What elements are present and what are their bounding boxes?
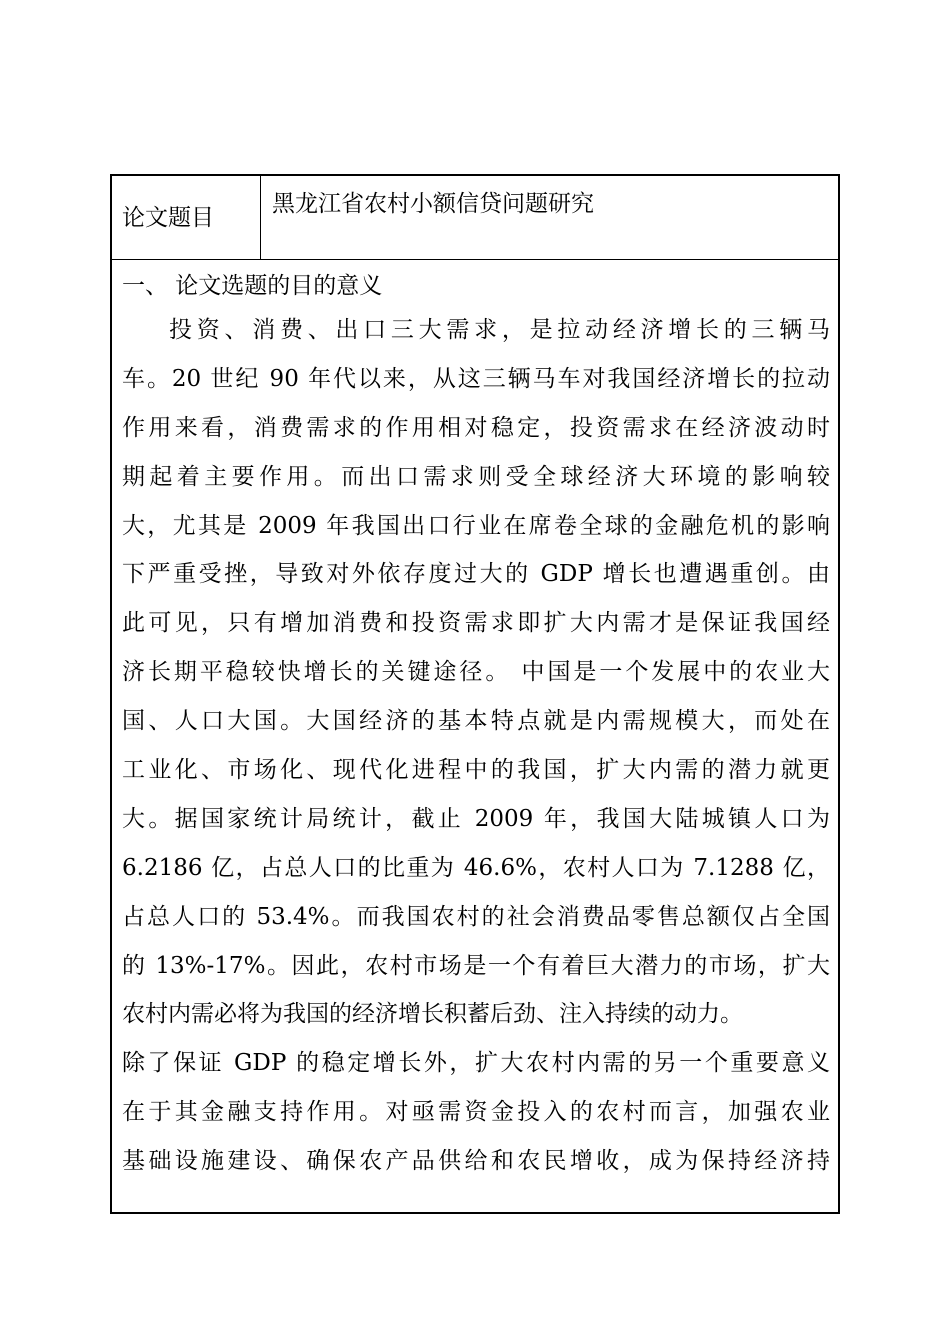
paragraph-line: 期起着主要作用。而出口需求则受全球经济大环境的影响较 — [122, 463, 830, 490]
paragraph-line: 投资、消费、出口三大需求，是拉动经济增长的三辆马 — [169, 317, 830, 343]
thesis-title-row — [112, 176, 838, 260]
paragraph-line: 此可见，只有增加消费和投资需求即扩大内需才是保证我国经 — [122, 610, 830, 637]
purpose-paragraph — [122, 306, 830, 1186]
paragraph-line: 的 13%-17%。因此，农村市场是一个有着巨大潜力的市场，扩大 — [122, 952, 830, 979]
paragraph-line: 大，尤其是 2009 年我国出口行业在席卷全球的金融危机的影响 — [122, 512, 830, 539]
thesis-title-label: 论文题目 — [112, 176, 261, 259]
thesis-title-value: 黑龙江省农村小额信贷问题研究 — [272, 191, 594, 217]
paragraph-line: 下严重受挫，导致对外依存度过大的 GDP 增长也遭遇重创。由 — [122, 561, 830, 588]
paragraph-line: 除了保证 GDP 的稳定增长外，扩大农村内需的另一个重要意义 — [122, 1050, 830, 1077]
purpose-section-cell — [112, 260, 838, 1212]
paragraph-line: 作用来看，消费需求的作用相对稳定，投资需求在经济波动时 — [122, 414, 830, 441]
paragraph-line: 6.2186 亿，占总人口的比重为 46.6%，农村人口为 7.1288 亿， — [122, 854, 830, 881]
paragraph-line: 大。据国家统计局统计，截止 2009 年，我国大陆城镇人口为 — [122, 805, 830, 832]
paragraph-line: 农村内需必将为我国的经济增长积蓄后劲、注入持续的动力。 — [122, 1001, 743, 1028]
paragraph-line: 基础设施建设、确保农产品供给和农民增收，成为保持经济持 — [122, 1148, 830, 1175]
paragraph-line: 占总人口的 53.4%。而我国农村的社会消费品零售总额仅占全国 — [122, 903, 830, 930]
paragraph-line: 车。20 世纪 90 年代以来，从这三辆马车对我国经济增长的拉动 — [122, 365, 830, 392]
form-table — [110, 174, 840, 1214]
section-heading: 一、 论文选题的目的意义 — [122, 273, 383, 299]
paragraph-line: 国、人口大国。大国经济的基本特点就是内需规模大，而处在 — [122, 708, 830, 735]
paragraph-line: 济长期平稳较快增长的关键途径。 中国是一个发展中的农业大 — [122, 659, 830, 686]
paragraph-line: 工业化、市场化、现代化进程中的我国，扩大内需的潜力就更 — [122, 757, 830, 784]
paragraph-line: 在于其金融支持作用。对亟需资金投入的农村而言，加强农业 — [122, 1099, 830, 1126]
